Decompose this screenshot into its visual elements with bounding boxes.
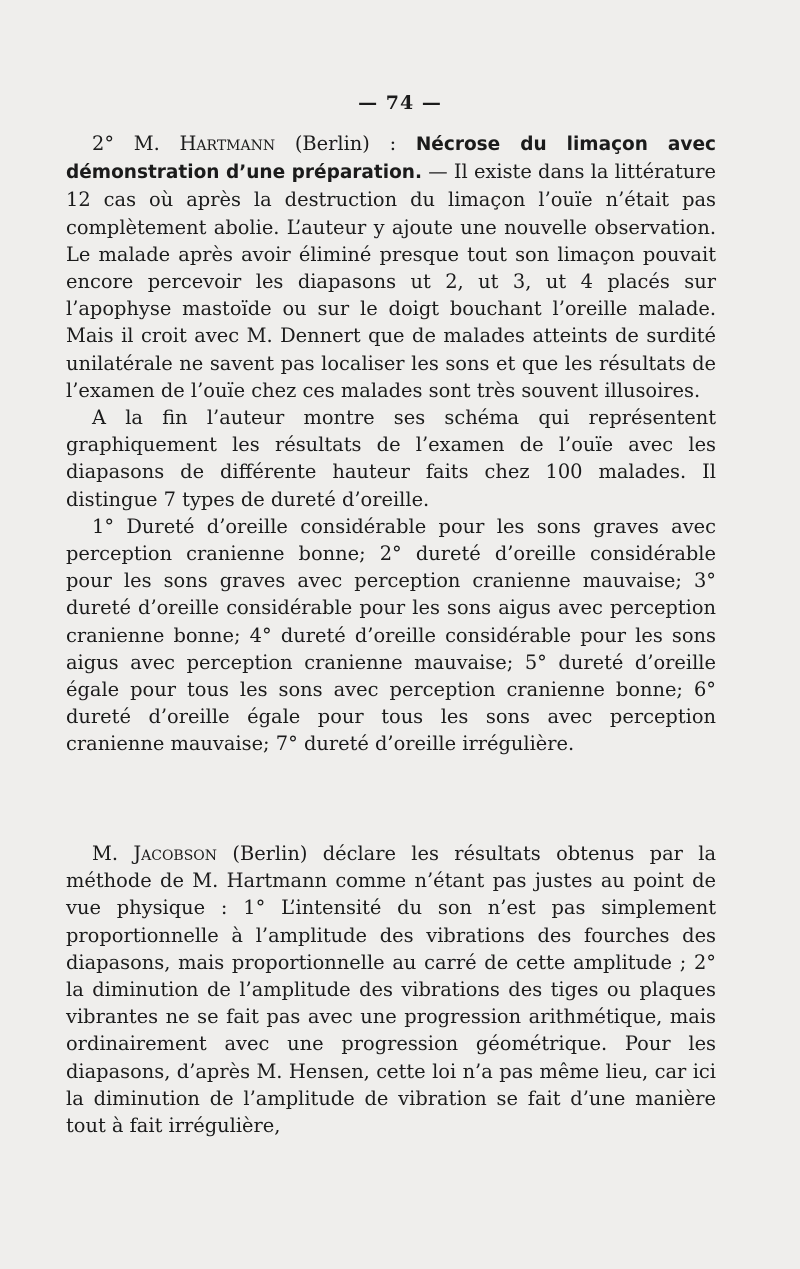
paragraph-body: — Il existe dans la littérature 12 cas où après la destruction du limaçon l’ouïe n’était pas complètement abolie. L’auteur y ajoute une nouvelle observation. Le malade après avoir éliminé presque tout son limaçon pouvait encore percevoir les diapasons ut 2, ut 3, ut 4 placés sur l’apophyse mastoïde ou sur le doigt bouchant l’oreille malade. Mais il croit avec M. Dennert que de malades atteints de surdité unilatérale ne savent pas localiser les sons et que les résultats de l’examen de l’ouïe chez ces malades sont très souvent illusoires. <box>66 160 716 402</box>
paragraph-hartmann <box>66 130 716 404</box>
paragraph-schema: A la fin l’auteur montre ses schéma qui représentent graphiquement les résultats de l’examen de l’ouïe avec les diapasons de différente hauteur faits chez 100 malades. Il distingue 7 types de dureté d’oreille. <box>66 406 716 511</box>
author-name: Hartmann <box>179 132 276 155</box>
lead-numeral: 2° M. <box>92 132 180 155</box>
text-block-lower <box>66 840 716 1139</box>
paragraph-jacobson <box>66 840 716 1139</box>
lead-title: M. <box>92 842 134 865</box>
text-block-upper <box>66 130 716 758</box>
communication-title: Nécrose du limaçon avec démonstration d’une préparation. <box>66 134 716 184</box>
page-number: — 74 — <box>358 92 442 114</box>
paragraph-types: 1° Dureté d’oreille considérable pour les sons graves avec perception cranienne bonne; 2° dureté d’oreille considérable pour les sons graves avec perception cranienne mauvaise; 3° dureté d’oreille considérable pour les sons aigus avec perception cranienne bonne; 4° dureté d’oreille considérable pour les sons aigus avec perception cranienne mauvaise; 5° dureté d’oreille égale pour tous les sons avec perception cranienne bonne; 6° dureté d’oreille égale pour tous les sons avec perception cranienne mauvaise; 7° dureté d’oreille irrégulière. <box>66 514 716 756</box>
paragraph-body: (Berlin) déclare les résultats obtenus par la méthode de M. Hartmann comme n’étant pas justes au point de vue physique : 1° L’intensité du son n’est pas simplement proportionnelle à l’amplitude des vibrations des fourches des diapasons, mais proportionnelle au carré de cette amplitude ; 2° la diminution de l’amplitude des vibrations des tiges ou plaques vibrantes ne se fait pas avec une progression arithmétique, mais ordinairement avec une progression géométrique. Pour les diapasons, d’après M. Hensen, cette loi n’a pas même lieu, car ici la diminution de l’amplitude de vibration se fait d’une manière tout à fait irrégulière, <box>66 842 717 1138</box>
author-place: (Berlin) : <box>275 132 416 155</box>
author-name: Jacobson <box>133 842 218 865</box>
